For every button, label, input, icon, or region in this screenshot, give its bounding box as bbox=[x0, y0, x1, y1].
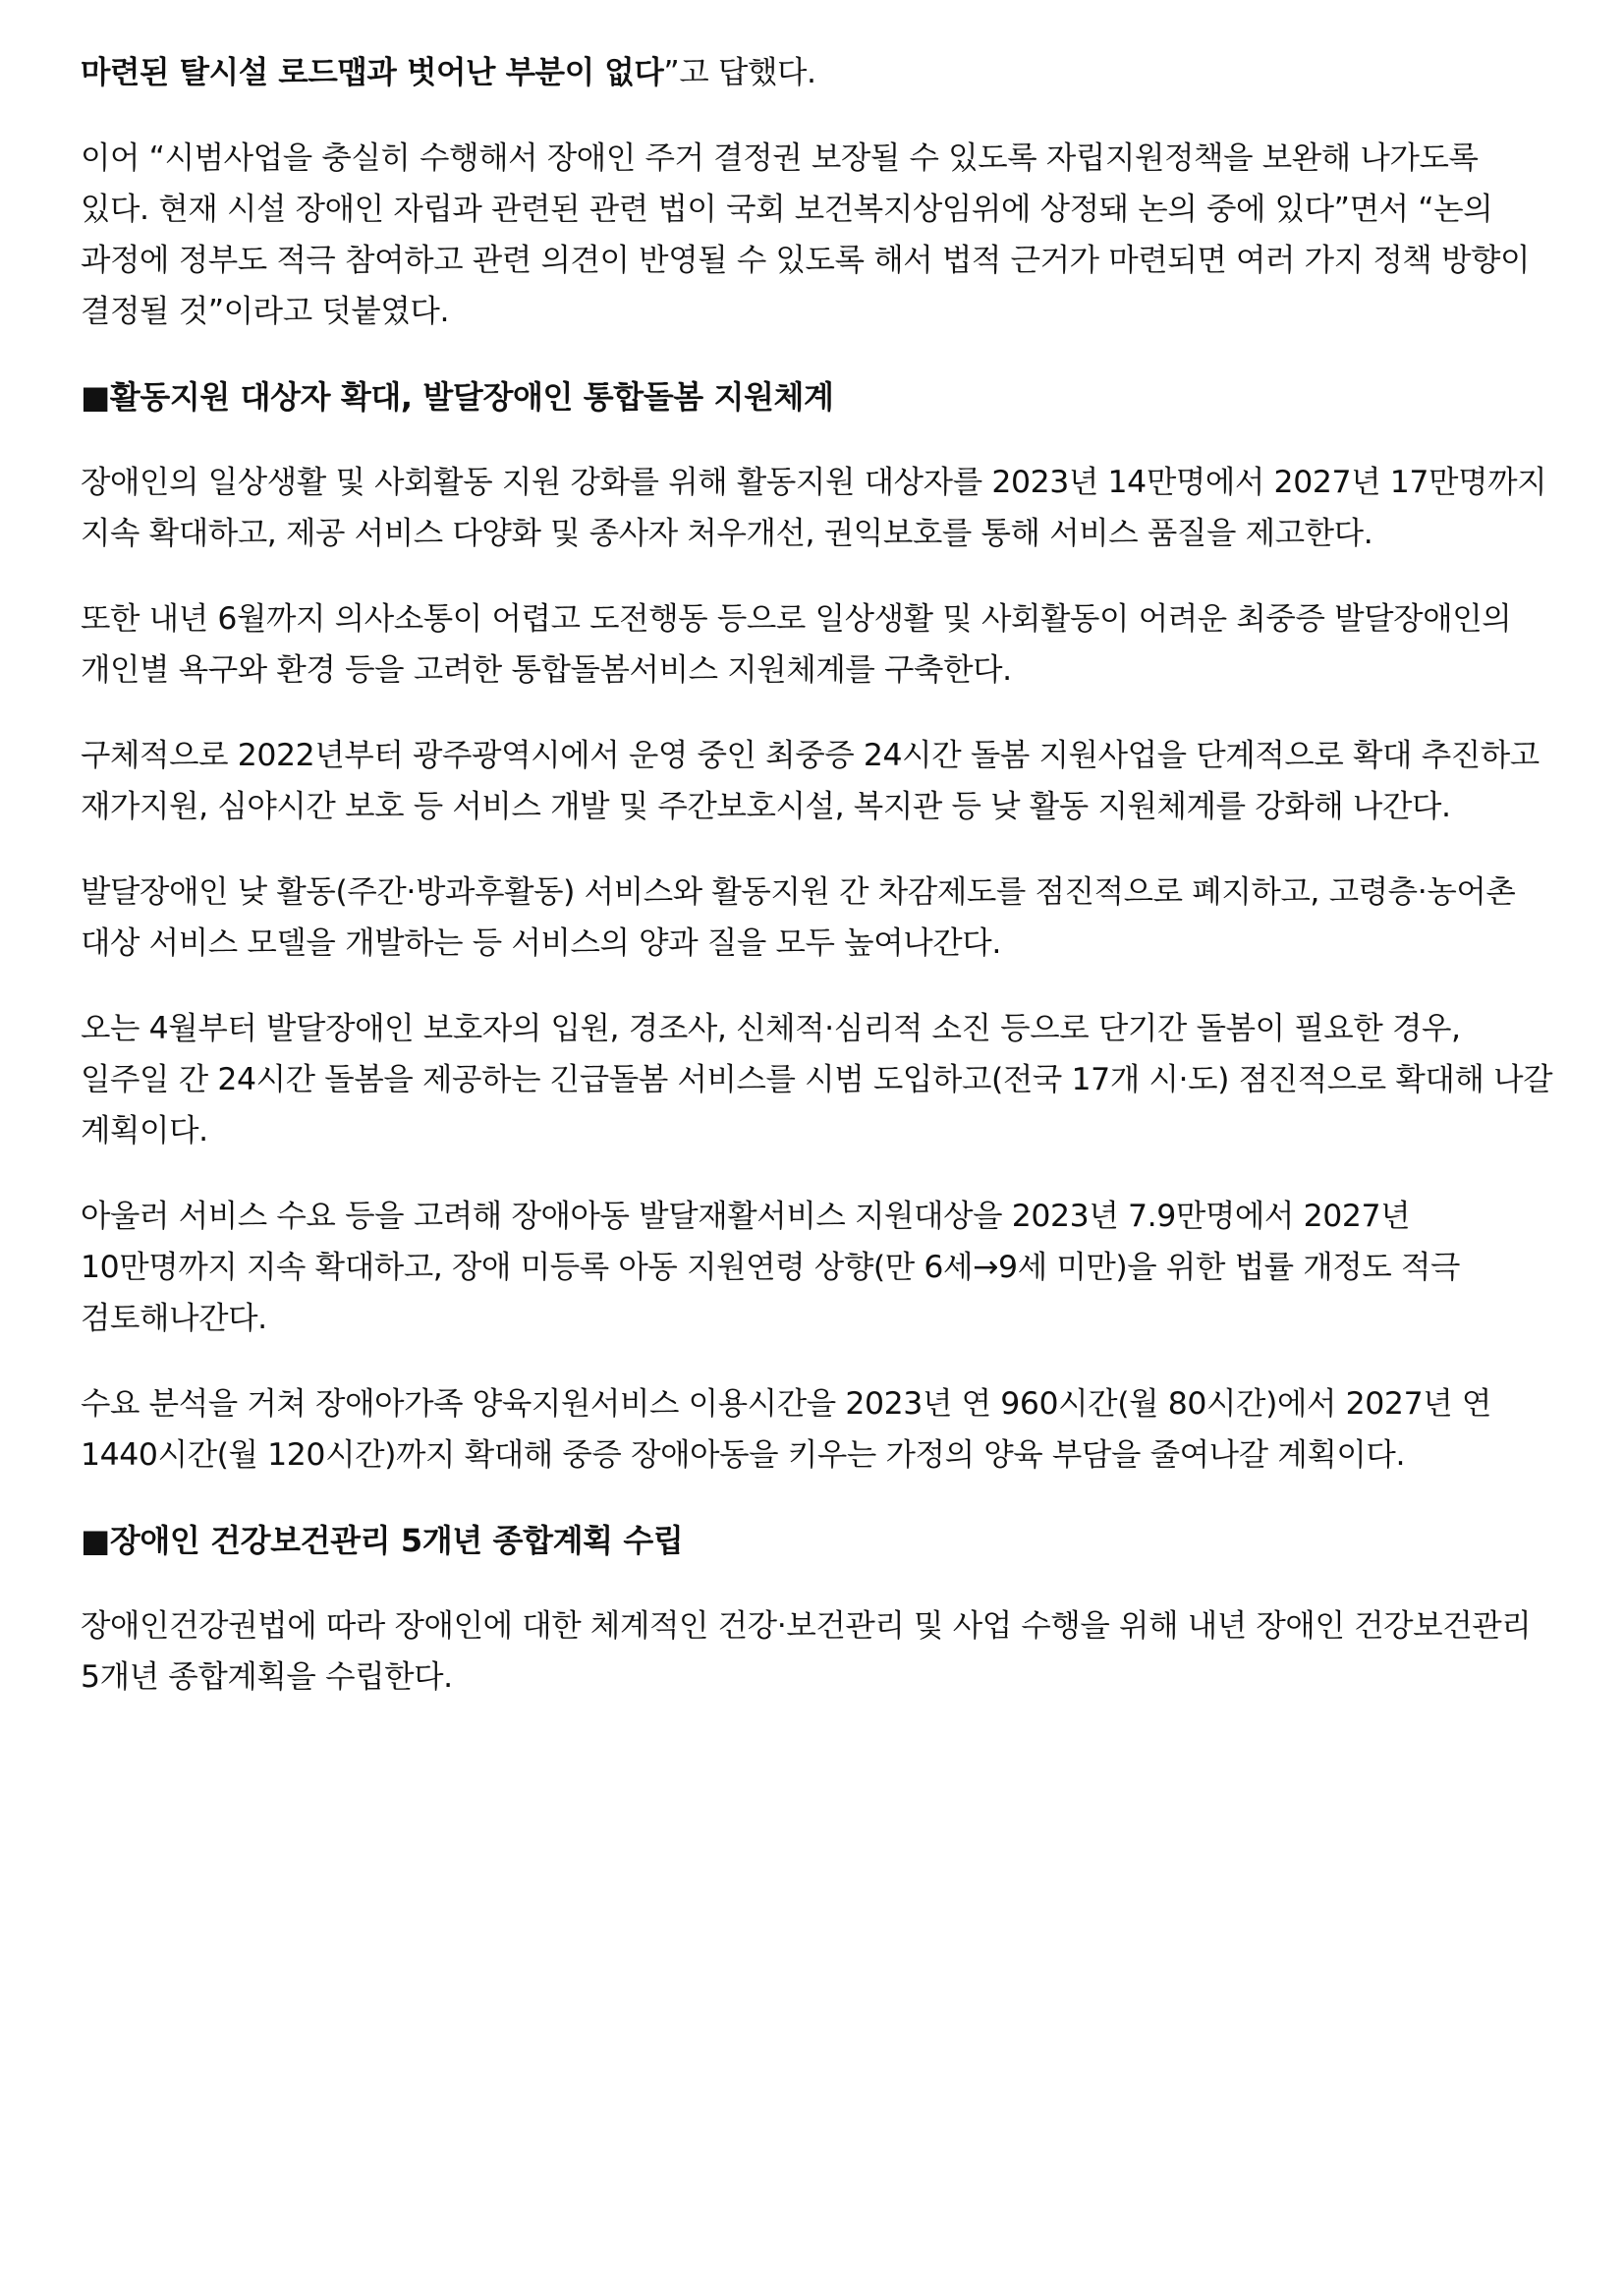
paragraph-4: 또한 내년 6월까지 의사소통이 어렵고 도전행동 등으로 일상생활 및 사회활동이 어려운 최중증 발달장애인의 개인별 욕구와 환경 등을 고려한 통합돌봄서비스 지원체계를 구축한다. bbox=[81, 601, 1512, 688]
paragraph-6: 발달장애인 낮 활동(주간·방과후활동) 서비스와 활동지원 간 차감제도를 점진적으로 폐지하고, 고령층·농어촌 대상 서비스 모델을 개발하는 등 서비스의 양과 질을 모두 높여나간다. bbox=[81, 874, 1516, 961]
paragraph-9: 수요 분석을 거쳐 장애아가족 양육지원서비스 이용시간을 2023년 연 960시간(월 80시간)에서 2027년 연 1440시간(월 120시간)까지 확대해 중증 장애아동을 키우는 가정의 양육 부담을 줄여나갈 계획이다. bbox=[81, 1386, 1491, 1473]
paragraph-2: 이어 “시범사업을 충실히 수행해서 장애인 주거 결정권 보장될 수 있도록 자립지원정책을 보완해 나가도록 있다. 현재 시설 장애인 자립과 관련된 관련 법이 국회 보건복지상임위에 상정돼 논의 중에 있다”면서 “논의 과정에 정부도 적극 참여하고 관련 의견이 반영될 수 있도록 해서 법적 근거가 마련되면 여러 가지 정책 방향이 결정될 것”이라고 덧붙였다. bbox=[81, 140, 1531, 329]
paragraph-10: 장애인건강권법에 따라 장애인에 대한 체계적인 건강·보건관리 및 사업 수행을 위해 내년 장애인 건강보건관리 5개년 종합계획을 수립한다. bbox=[81, 1608, 1532, 1695]
paragraph-7: 오는 4월부터 발달장애인 보호자의 입원, 경조사, 신체적·심리적 소진 등으로 단기간 돌봄이 필요한 경우, 일주일 간 24시간 돌봄을 제공하는 긴급돌봄 서비스를 시범 도입하고(전국 17개 시·도) 점진적으로 확대해 나갈 계획이다. bbox=[81, 1011, 1553, 1148]
article-body bbox=[81, 47, 1554, 1737]
section-heading-activity-support: ■활동지원 대상자 확대, 발달장애인 통합돌봄 지원체계 bbox=[81, 378, 834, 416]
paragraph-5: 구체적으로 2022년부터 광주광역시에서 운영 중인 최중증 24시간 돌봄 지원사업을 단계적으로 확대 추진하고 재가지원, 심야시간 보호 등 서비스 개발 및 주간보호시설, 복지관 등 낮 활동 지원체계를 강화해 나간다. bbox=[81, 738, 1540, 824]
paragraph-1 bbox=[81, 47, 1554, 98]
paragraph-1-text: ”고 답했다. bbox=[663, 55, 816, 90]
paragraph-3: 장애인의 일상생활 및 사회활동 지원 강화를 위해 활동지원 대상자를 2023년 14만명에서 2027년 17만명까지 지속 확대하고, 제공 서비스 다양화 및 종사자 처우개선, 권익보호를 통해 서비스 품질을 제고한다. bbox=[81, 465, 1547, 551]
paragraph-8: 아울러 서비스 수요 등을 고려해 장애아동 발달재활서비스 지원대상을 2023년 7.9만명에서 2027년 10만명까지 지속 확대하고, 장애 미등록 아동 지원연령 상향(만 6세→9세 미만)을 위한 법률 개정도 적극 검토해나간다. bbox=[81, 1199, 1461, 1336]
section-heading-health-plan: ■장애인 건강보건관리 5개년 종합계획 수립 bbox=[81, 1522, 684, 1559]
paragraph-1-lead: 마련된 탈시설 로드맵과 벗어난 부분이 없다 bbox=[81, 55, 664, 90]
